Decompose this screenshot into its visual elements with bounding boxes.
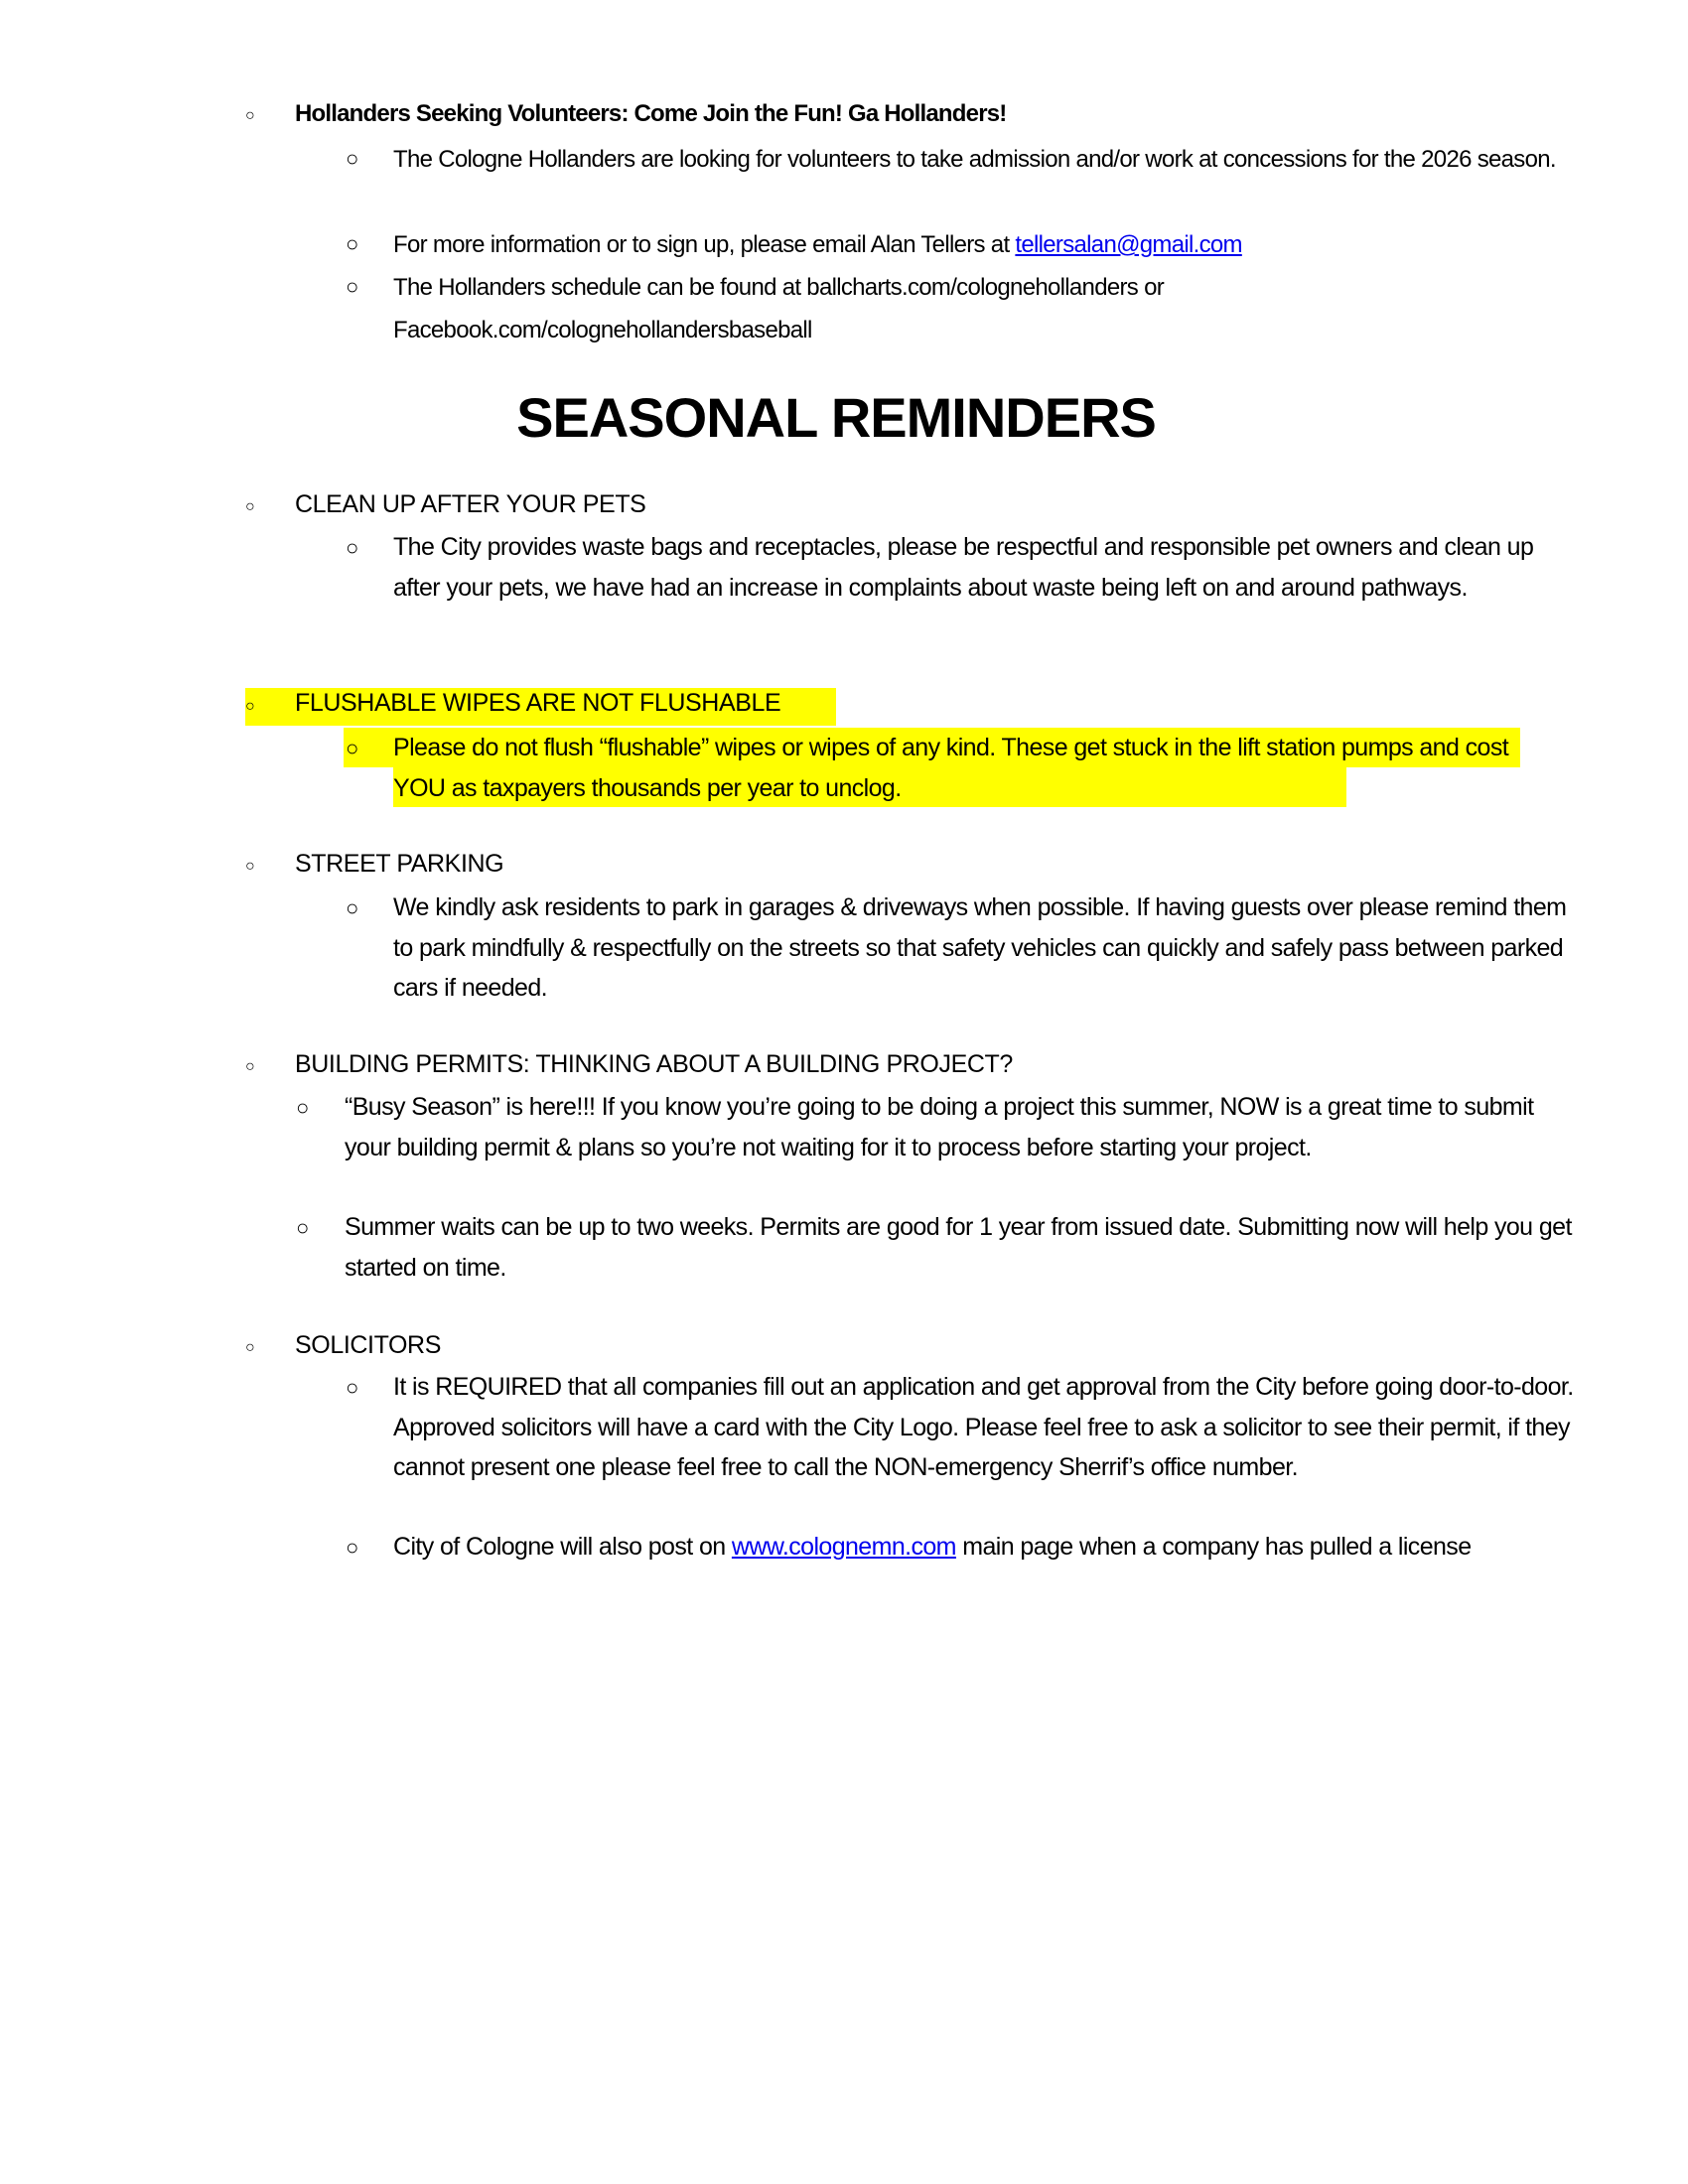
bullet-icon: ○	[346, 535, 359, 560]
bullet-icon: ○	[245, 858, 255, 875]
wipes-item: Please do not flush “flushable” wipes or wipes of any kind. These get stuck in the lift station pumps and cost YOU as taxpayers thousands per year to unclog.	[393, 734, 1509, 802]
solicitors-text: City of Cologne will also post on	[393, 1533, 732, 1561]
section-heading-parking: STREET PARKING	[295, 850, 504, 878]
volunteer-item: The Cologne Hollanders are looking for volunteers to take admission and/or work at concessions for the 2026 season.	[393, 146, 1556, 173]
solicitors-item	[393, 1527, 1575, 1568]
volunteer-item-text: For more information or to sign up, please email Alan Tellers at	[393, 231, 1016, 258]
permits-item: Summer waits can be up to two weeks. Permits are good for 1 year from issued date. Submitting now will help you get started on time.	[345, 1213, 1572, 1282]
bullet-icon: ○	[245, 498, 255, 515]
bullet-icon: ○	[346, 1375, 359, 1400]
bullet-icon: ○	[346, 1535, 359, 1560]
bullet-icon: ○	[245, 698, 255, 715]
solicitors-item: It is REQUIRED that all companies fill out an application and get approval from the City before going door-to-door. Approved solicitors will have a card with the City Logo. Please feel free to ask a solicitor to see their permit, if they cannot present one please feel free to call the NON-emergency Sherrif’s office number.	[393, 1373, 1574, 1481]
volunteer-item	[393, 223, 1585, 266]
bullet-icon: ○	[346, 736, 359, 760]
bullet-icon: ○	[296, 1095, 310, 1120]
volunteers-heading: Hollanders Seeking Volunteers: Come Join the Fun! Ga Hollanders!	[295, 100, 1007, 127]
section-heading-solicitors: SOLICITORS	[295, 1331, 441, 1359]
bullet-icon: ○	[346, 895, 359, 920]
parking-item: We kindly ask residents to park in garages & driveways when possible. If having guests over please remind them to park mindfully & respectfully on the streets so that safety vehicles can quickly and safely pass between parked cars if needed.	[393, 893, 1567, 1002]
section-heading-wipes: FLUSHABLE WIPES ARE NOT FLUSHABLE	[295, 689, 781, 717]
volunteer-item: The Hollanders schedule can be found at ballcharts.com/colognehollanders or Facebook.com/colognehollandersbaseball	[393, 274, 1165, 343]
bullet-icon: ○	[245, 107, 255, 124]
bullet-icon: ○	[346, 146, 359, 171]
section-heading-permits: BUILDING PERMITS: THINKING ABOUT A BUILDING PROJECT?	[295, 1050, 1013, 1078]
permits-item: “Busy Season” is here!!! If you know you’re going to be doing a project this summer, NOW is a great time to submit your building permit & plans so you’re not waiting for it to process before starting your project.	[345, 1093, 1534, 1161]
bullet-icon: ○	[245, 1058, 255, 1075]
solicitors-text: main page when a company has pulled a license	[955, 1533, 1472, 1561]
page-title-text: SEASONAL REMINDERS	[516, 386, 1156, 449]
pets-item: The City provides waste bags and receptacles, please be respectful and responsible pet owners and clean up after your pets, we have had an increase in complaints about waste being left on and around pathways.	[393, 533, 1534, 602]
email-link[interactable]: tellersalan@gmail.com	[1015, 231, 1242, 258]
bullet-icon: ○	[346, 231, 359, 256]
bullet-icon: ○	[245, 1339, 255, 1356]
bullet-icon: ○	[296, 1215, 310, 1240]
page-title	[0, 385, 1688, 450]
bullet-icon: ○	[346, 274, 359, 299]
section-heading-pets: CLEAN UP AFTER YOUR PETS	[295, 490, 646, 518]
website-link[interactable]: www.colognemn.com	[731, 1533, 956, 1561]
